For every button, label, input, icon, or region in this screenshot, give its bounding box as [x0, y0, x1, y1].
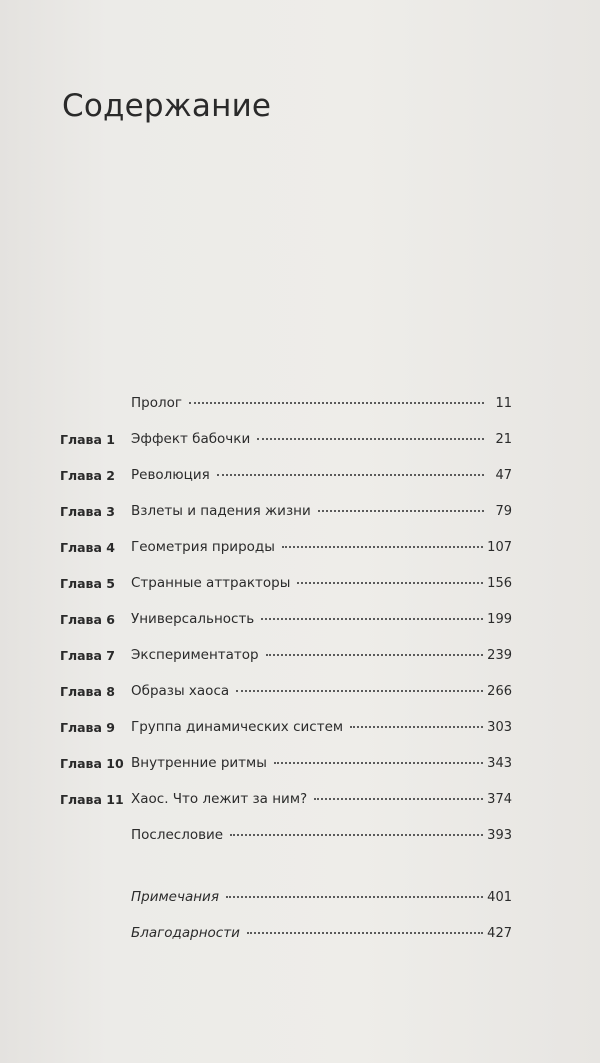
toc-entry-chapter-3 — [60, 493, 512, 529]
entry-title: Послесловие — [131, 827, 224, 843]
chapter-label: Глава 10 — [60, 755, 124, 771]
entry-title: Хаос. Что лежит за ним? — [131, 791, 308, 807]
dot-leader — [217, 473, 484, 476]
page-number: 393 — [487, 828, 512, 843]
page-number: 79 — [495, 504, 512, 519]
toc-entry-chapter-1 — [60, 421, 512, 457]
dot-leader — [247, 931, 483, 934]
dot-leader — [274, 761, 483, 764]
toc-entry-notes — [60, 879, 512, 915]
entry-title: Революция — [131, 467, 210, 483]
dot-leader — [261, 617, 483, 620]
page-number: 266 — [487, 684, 512, 699]
toc-entry-chapter-10 — [60, 745, 512, 781]
dot-leader — [189, 401, 484, 404]
chapter-label: Глава 5 — [60, 575, 115, 591]
page-number: 107 — [487, 540, 512, 555]
chapter-label: Глава 2 — [60, 467, 115, 483]
chapter-label: Глава 9 — [60, 719, 115, 735]
page-number: 199 — [487, 612, 512, 627]
entry-title: Группа динамических систем — [131, 719, 344, 735]
toc-entry-chapter-2 — [60, 457, 512, 493]
dot-leader — [282, 545, 483, 548]
entry-title: Эффект бабочки — [131, 431, 251, 447]
dot-leader — [226, 895, 483, 898]
toc-entry-chapter-9 — [60, 709, 512, 745]
page-number: 21 — [495, 432, 512, 447]
chapter-label: Глава 11 — [60, 791, 124, 807]
toc-entry-chapter-4 — [60, 529, 512, 565]
entry-title: Геометрия природы — [131, 539, 275, 555]
chapter-label: Глава 6 — [60, 611, 115, 627]
chapter-label: Глава 1 — [60, 431, 115, 447]
toc-entry-afterword — [60, 817, 512, 853]
page-number: 343 — [487, 756, 512, 771]
entry-title: Благодарности — [131, 925, 240, 941]
entry-title: Пролог — [131, 395, 182, 411]
dot-leader — [318, 509, 484, 512]
page-number: 427 — [487, 926, 512, 941]
toc-entry-prologue — [60, 385, 512, 421]
entry-title: Взлеты и падения жизни — [131, 503, 311, 519]
entry-title: Образы хаоса — [131, 683, 230, 699]
entry-title: Примечания — [131, 889, 219, 905]
dot-leader — [236, 689, 483, 692]
table-of-contents — [60, 385, 512, 951]
dot-leader — [266, 653, 484, 656]
page-number: 11 — [495, 396, 512, 411]
dot-leader — [257, 437, 484, 440]
entry-title: Странные аттракторы — [131, 575, 291, 591]
page-title: Содержание — [62, 88, 272, 124]
entry-title: Универсальность — [131, 611, 255, 627]
toc-entry-chapter-8 — [60, 673, 512, 709]
page-number: 303 — [487, 720, 512, 735]
page-number: 156 — [487, 576, 512, 591]
page-number: 239 — [487, 648, 512, 663]
dot-leader — [350, 725, 483, 728]
dot-leader — [230, 833, 483, 836]
dot-leader — [297, 581, 483, 584]
toc-entry-acknowledgements — [60, 915, 512, 951]
dot-leader — [314, 797, 483, 800]
entry-title: Экспериментатор — [131, 647, 259, 663]
chapter-label: Глава 4 — [60, 539, 115, 555]
chapter-label: Глава 3 — [60, 503, 115, 519]
page-number: 401 — [487, 890, 512, 905]
chapter-label: Глава 7 — [60, 647, 115, 663]
page-number: 374 — [487, 792, 512, 807]
entry-title: Внутренние ритмы — [131, 755, 267, 771]
toc-entry-chapter-6 — [60, 601, 512, 637]
chapter-label: Глава 8 — [60, 683, 115, 699]
toc-entry-chapter-11 — [60, 781, 512, 817]
toc-entry-chapter-7 — [60, 637, 512, 673]
page-number: 47 — [495, 468, 512, 483]
toc-entry-chapter-5 — [60, 565, 512, 601]
